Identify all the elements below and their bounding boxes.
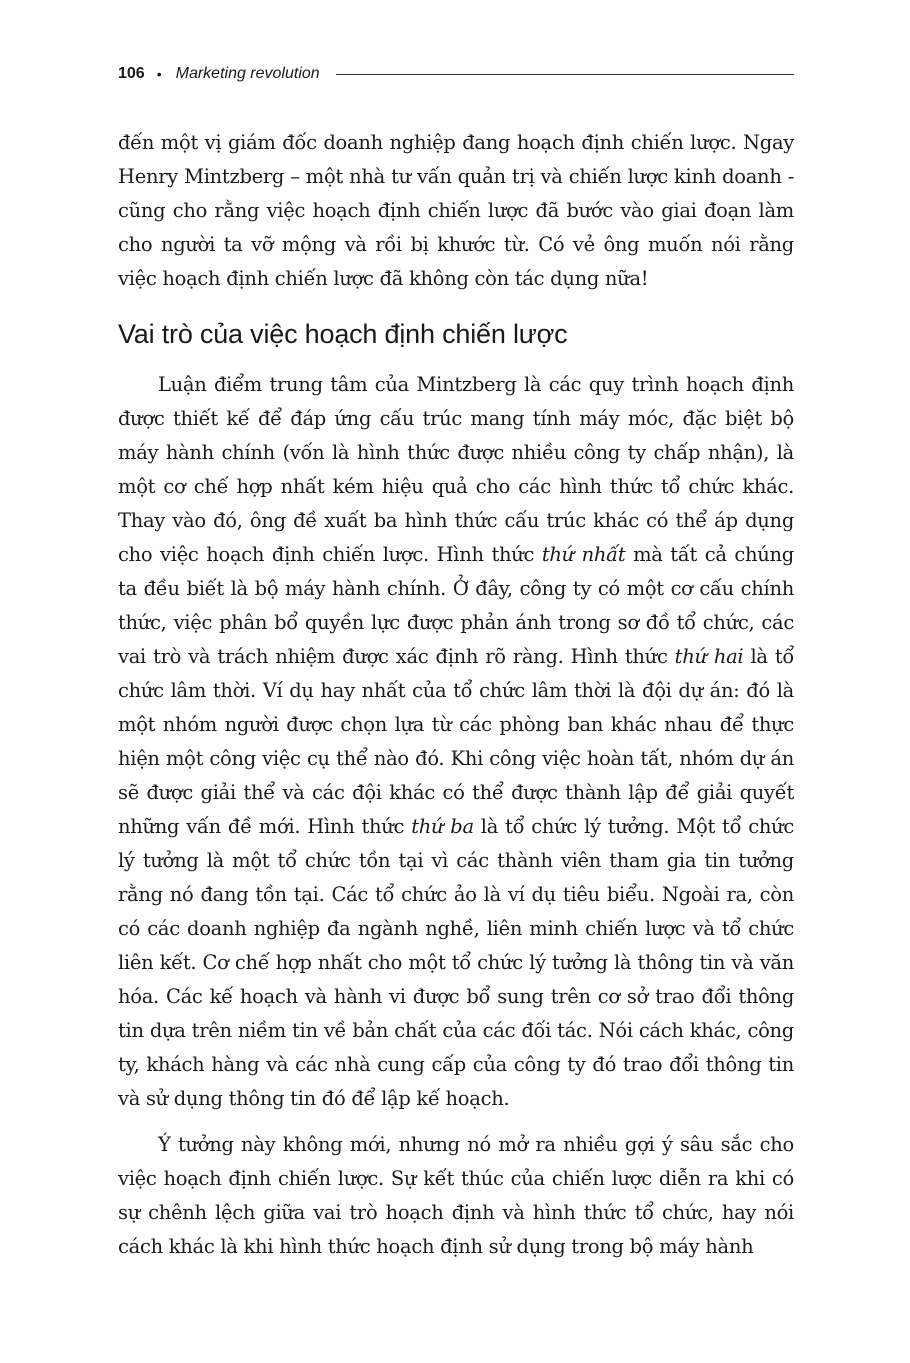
page-body [118,126,794,1264]
book-title: Marketing revolution [175,65,320,82]
page-number: 106 [118,65,145,82]
emphasis-second: thứ hai [674,645,744,668]
paragraph-continuation: đến một vị giám đốc doanh nghiệp đang hoạch định chiến lược. Ngay Henry Mintzberg – một nhà tư vấn quản trị và chiến lược kinh doanh - cũng cho rằng việc hoạch định chiến lược đã bước vào giai đoạn làm cho người ta vỡ mộng và rồi bị khước từ. Có vẻ ông muốn nói rằng việc hoạch định chiến lược đã không còn tác dụng nữa! [118,131,794,290]
header-bullet: • [156,66,162,82]
text-run: là tổ chức lý tưởng. Một tổ chức lý tưởng là một tổ chức tồn tại vì các thành viên tham gia tin tưởng rằng nó đang tồn tại. Các tổ chức ảo là ví dụ tiêu biểu. Ngoài ra, còn có các doanh nghiệp đa ngành nghề, liên minh chiến lược và tổ chức liên kết. Cơ chế hợp nhất cho một tổ chức lý tưởng là thông tin và văn hóa. Các kế hoạch và hành vi được bổ sung trên cơ sở trao đổi thông tin dựa trên niềm tin về bản chất của các đối tác. Nói cách khác, công ty, khách hàng và các nhà cung cấp của công ty đó trao đổi thông tin và sử dụng thông tin đó để lập kế hoạch. [118,815,794,1110]
text-run: mà tất cả chúng ta đều biết là bộ máy hành chính. Ở đây, công ty có một cơ cấu chính thức, việc phân bổ quyền lực được phản ánh trong sơ đồ tổ chức, các vai trò và trách nhiệm được xác định rõ ràng. Hình thức [118,543,794,668]
running-header [118,62,794,86]
section-heading: Vai trò của việc hoạch định chiến lược [118,319,568,349]
paragraph-mintzberg-forms [118,368,794,1116]
text-run: Luận điểm trung tâm của Mintzberg là các quy trình hoạch định được thiết kế để đáp ứng cấu trúc mang tính máy móc, đặc biệt bộ máy hành chính (vốn là hình thức được nhiều công ty chấp nhận), là một cơ chế hợp nhất kém hiệu quả cho các hình thức tổ chức khác. Thay vào đó, ông đề xuất ba hình thức cấu trúc khác có thể áp dụng cho việc hoạch định chiến lược. Hình thức [118,373,794,566]
paragraph-idea: Ý tưởng này không mới, nhưng nó mở ra nhiều gợi ý sâu sắc cho việc hoạch định chiến lược. Sự kết thúc của chiến lược diễn ra khi có sự chênh lệch giữa vai trò hoạch định và hình thức tổ chức, hay nói cách khác là khi hình thức hoạch định sử dụng trong bộ máy hành [118,1133,794,1258]
header-rule [336,74,794,75]
emphasis-third: thứ ba [411,815,474,838]
emphasis-first: thứ nhất [541,543,626,566]
text-run: là tổ chức lâm thời. Ví dụ hay nhất của tổ chức lâm thời là đội dự án: đó là một nhóm người được chọn lựa từ các phòng ban khác nhau để thực hiện một công việc cụ thể nào đó. Khi công việc hoàn tất, nhóm dự án sẽ được giải thể và các đội khác có thể được thành lập để giải quyết những vấn đề mới. Hình thức [118,645,794,838]
